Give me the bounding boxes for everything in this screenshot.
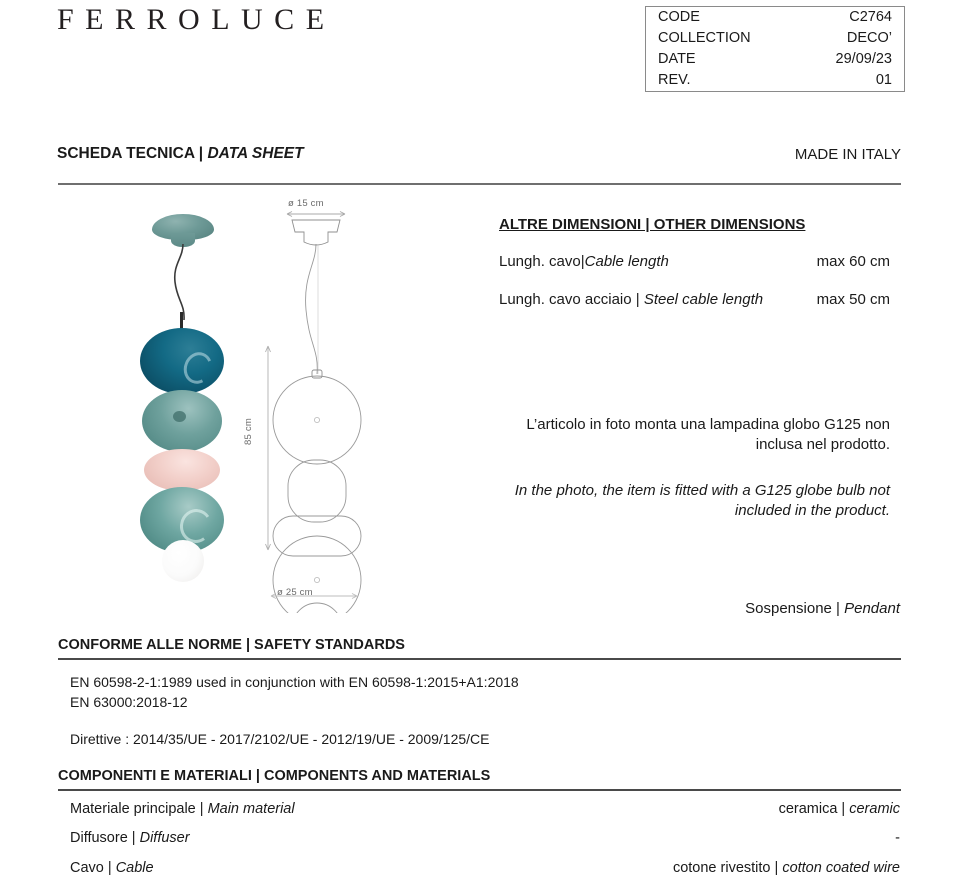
photo-disc-dark-teal — [140, 328, 224, 394]
cable-label-en: Cable — [115, 860, 154, 876]
product-type-it: Sospensione | — [745, 600, 845, 617]
safety-directives-line: Direttive : 2014/35/UE - 2017/2102/UE - 2012/19/UE - 2009/125/CE — [70, 731, 490, 747]
safety-standard-line: EN 60598-2-1:1989 used in conjunction with EN 60598-1:2015+A1:2018 — [70, 674, 519, 690]
cable-length-value: max 60 cm — [816, 253, 890, 270]
other-dimensions-heading: ALTRE DIMENSIONI | OTHER DIMENSIONS — [499, 216, 806, 233]
date-value: 29/09/23 — [835, 51, 892, 67]
cable-value — [673, 860, 900, 876]
cable-length-label-it: Lungh. cavo| — [499, 253, 585, 270]
safety-standard-line: EN 63000:2018-12 — [70, 694, 188, 710]
header-divider — [58, 183, 901, 185]
made-in-italy-label: MADE IN ITALY — [794, 146, 901, 163]
collection-label: COLLECTION — [658, 30, 751, 46]
components-materials-heading: COMPONENTI E MATERIALI | COMPONENTS AND MATERIALS — [58, 768, 491, 784]
cable-label-it: Cavo | — [70, 860, 116, 876]
component-row-main-material — [70, 801, 900, 817]
cable-value-en: cotton coated wire — [782, 860, 900, 876]
product-type-label — [600, 600, 900, 617]
page-title-it: SCHEDA TECNICA | — [57, 145, 208, 162]
diffuser-label — [70, 830, 190, 846]
table-row — [646, 49, 905, 70]
components-materials-divider — [58, 789, 901, 791]
main-material-value-it: ceramica | — [778, 801, 850, 817]
technical-drawing-svg — [242, 198, 400, 613]
photo-globe-bulb — [162, 540, 204, 582]
collection-value: DECO’ — [846, 30, 892, 46]
bottom-diameter-label: ø 25 cm — [277, 587, 313, 598]
main-material-value — [779, 801, 900, 817]
header-info-table — [645, 6, 905, 92]
diffuser-value-it: - — [895, 830, 900, 846]
component-row-diffuser — [70, 830, 900, 846]
photo-disc-highlight — [179, 348, 216, 388]
technical-drawing — [242, 198, 400, 613]
bulb-note-en: In the photo, the item is fitted with a G125 globe bulb not included in the product. — [514, 482, 890, 520]
product-type-en: Pendant — [844, 600, 900, 617]
code-label: CODE — [658, 9, 700, 25]
diffuser-value — [895, 830, 900, 846]
top-diameter-label: ø 15 cm — [288, 198, 324, 209]
dimension-row-steel-cable-length — [499, 291, 890, 308]
steel-cable-length-value: max 50 cm — [816, 291, 890, 308]
rev-value: 01 — [875, 72, 892, 88]
main-material-label-en: Main material — [207, 801, 295, 817]
steel-cable-length-label — [499, 291, 763, 308]
table-row — [646, 70, 905, 92]
diffuser-label-en: Diffuser — [139, 830, 190, 846]
overall-height-label: 85 cm — [242, 418, 254, 445]
product-photo — [118, 200, 248, 600]
code-value: C2764 — [849, 9, 892, 25]
page-title-en: DATA SHEET — [207, 145, 304, 162]
safety-standards-divider — [58, 658, 901, 660]
bulb-note-it: L’articolo in foto monta una lampadina globo G125 non inclusa nel prodotto. — [526, 416, 890, 454]
page-title — [57, 145, 304, 163]
dimension-row-cable-length — [499, 253, 890, 270]
safety-standards-heading: CONFORME ALLE NORME | SAFETY STANDARDS — [58, 637, 405, 653]
component-row-cable — [70, 860, 900, 876]
cable-length-label — [499, 253, 669, 270]
table-row — [646, 7, 905, 29]
date-label: DATE — [658, 51, 696, 67]
steel-cable-length-label-it: Lungh. cavo acciaio | — [499, 291, 644, 308]
photo-disc-recess — [173, 411, 186, 422]
rev-label: REV. — [658, 72, 691, 88]
main-material-label-it: Materiale principale | — [70, 801, 208, 817]
steel-cable-length-label-en: Steel cable length — [643, 291, 764, 308]
table-row — [646, 28, 905, 49]
photo-disc-teal-upper — [142, 390, 222, 452]
cable-value-it: cotone rivestito | — [672, 860, 783, 876]
diffuser-label-it: Diffusore | — [70, 830, 140, 846]
photo-disc-pink — [144, 449, 220, 491]
main-material-value-en: ceramic — [849, 801, 900, 817]
cable-length-label-en: Cable length — [584, 253, 669, 270]
photo-cable — [170, 244, 198, 320]
brand-logo: FERROLUCE — [57, 3, 336, 36]
cable-label — [70, 860, 154, 876]
main-material-label — [70, 801, 295, 817]
